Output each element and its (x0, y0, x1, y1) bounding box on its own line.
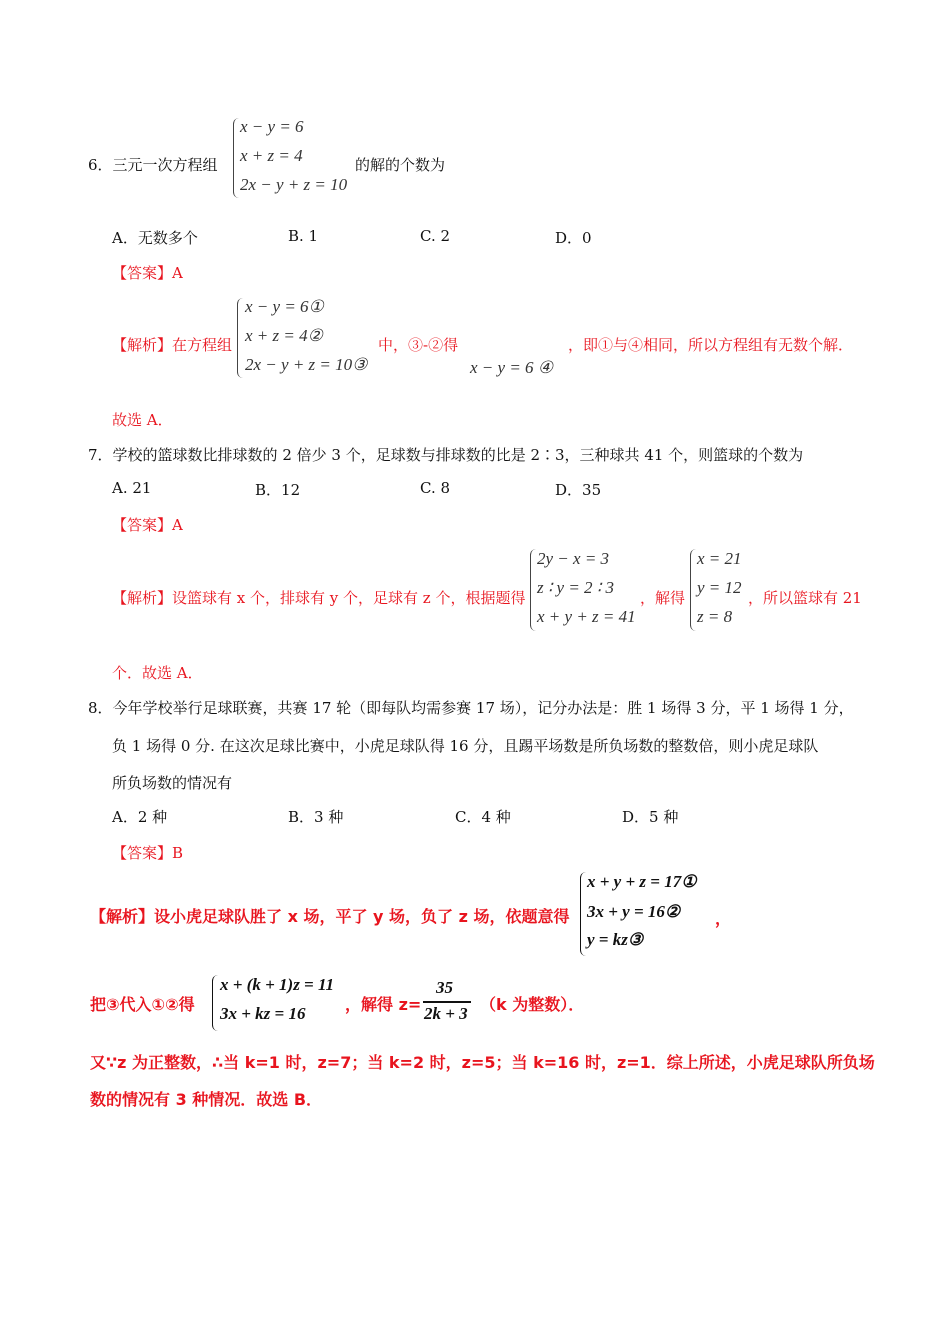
q6-prefix: 6．三元一次方程组 (88, 156, 218, 174)
q6-analysis-eq3: 2x − y + z = 10③ (245, 355, 368, 374)
q8-fraction-bar (423, 1001, 471, 1003)
q6-analysis-eq2: x + z = 4② (245, 326, 323, 345)
q8-analysis-label: 【解析】设小虎足球队胜了 x 场，平了 y 场，负了 z 场，依题意得 (90, 907, 570, 926)
q8-substitute-label: 把③代入①②得 (90, 995, 195, 1014)
q8-eq3: y = kz③ (587, 930, 644, 949)
q7-system-eq2: z ∶ y = 2 ∶ 3 (537, 578, 614, 597)
q6-option-c: C. 2 (420, 227, 451, 245)
q7-answer: 【答案】A (112, 516, 183, 534)
q6-analysis-mid: 中，③-②得 (378, 336, 459, 354)
q6-option-d: D．0 (555, 229, 592, 247)
q8-sub-eq1: x + (k + 1)z = 11 (220, 975, 335, 994)
q8-eq1: x + y + z = 17① (587, 872, 697, 891)
q7-system-brace (530, 549, 537, 631)
q6-analysis-eq1: x − y = 6① (245, 297, 324, 316)
q8-solve-label: ，解得 z= (345, 995, 422, 1014)
q7-result-eq2: y = 12 (697, 578, 742, 597)
q7-analysis-label: 【解析】设篮球有 x 个，排球有 y 个，足球有 z 个，根据题得 (112, 589, 526, 607)
q8-system-brace (580, 872, 587, 956)
q6-analysis-eq4: x − y = 6 ④ (470, 358, 554, 377)
q7-conclusion: 个．故选 A． (112, 664, 203, 682)
q7-result-eq3: z = 8 (697, 607, 733, 626)
q7-analysis-end: ，所以篮球有 21 (748, 589, 862, 607)
q6-eq3: 2x − y + z = 10 (240, 175, 348, 194)
q6-answer: 【答案】A (112, 264, 183, 282)
q8-option-d: D．5 种 (622, 808, 679, 826)
q7-analysis-mid: ，解得 (640, 589, 686, 607)
q6-system-brace (233, 118, 240, 198)
q8-stem-line1: 8．今年学校举行足球联赛，共赛 17 轮（即每队均需参赛 17 场），记分办法是：胜 1 场得 3 分，平 1 场得 1 分， (88, 699, 854, 717)
q8-eq2: 3x + y = 16② (587, 902, 681, 921)
q7-stem: 7．学校的篮球数比排球数的 2 倍少 3 个，足球数与排球数的比是 2∶3，三种球共 41 个，则篮球的个数为 (88, 446, 804, 464)
q7-option-b: B．12 (255, 481, 301, 499)
q8-reasoning-line2: 数的情况有 3 种情况．故选 B． (90, 1090, 323, 1109)
q8-stem-line3: 所负场数的情况有 (112, 774, 233, 792)
q8-answer: 【答案】B (112, 844, 184, 862)
q7-system-eq3: x + y + z = 41 (537, 607, 636, 626)
q8-k-note: （k 为整数）． (480, 995, 585, 1014)
q8-comma: ， (715, 909, 732, 928)
q8-frac-denominator: 2k + 3 (424, 1004, 468, 1023)
q7-result-brace (690, 549, 697, 631)
q7-option-c: C. 8 (420, 479, 451, 497)
q8-sub-eq2: 3x + kz = 16 (220, 1004, 306, 1023)
q8-sub-brace (212, 975, 219, 1031)
q7-option-d: D．35 (555, 481, 602, 499)
q6-eq1: x − y = 6 (240, 117, 304, 136)
q7-system-eq1: 2y − x = 3 (537, 549, 610, 568)
q8-option-a: A．2 种 (112, 808, 168, 826)
q6-option-b: B. 1 (288, 227, 319, 245)
q7-result-eq1: x = 21 (697, 549, 742, 568)
q8-frac-numerator: 35 (436, 978, 453, 997)
q6-suffix: 的解的个数为 (355, 156, 446, 174)
q6-analysis-brace (237, 298, 244, 378)
q6-conclusion: 故选 A． (112, 411, 173, 429)
q8-stem-line2: 负 1 场得 0 分. 在这次足球比赛中，小虎足球队得 16 分，且踢平场数是所负场数的整数倍，则小虎足球队 (112, 737, 819, 755)
q6-analysis-end: ，即①与④相同，所以方程组有无数个解． (568, 336, 854, 354)
q7-option-a: A. 21 (112, 479, 152, 497)
q6-analysis-label: 【解析】在方程组 (112, 336, 233, 354)
q8-reasoning-line1: 又∵z 为正整数，∴当 k=1 时，z=7；当 k=2 时，z=5；当 k=16 时，z=1．综上所述，小虎足球队所负场 (90, 1053, 875, 1072)
q8-option-b: B．3 种 (288, 808, 344, 826)
q8-option-c: C．4 种 (455, 808, 511, 826)
q6-eq2: x + z = 4 (240, 146, 303, 165)
q6-option-a: A．无数多个 (112, 229, 198, 247)
